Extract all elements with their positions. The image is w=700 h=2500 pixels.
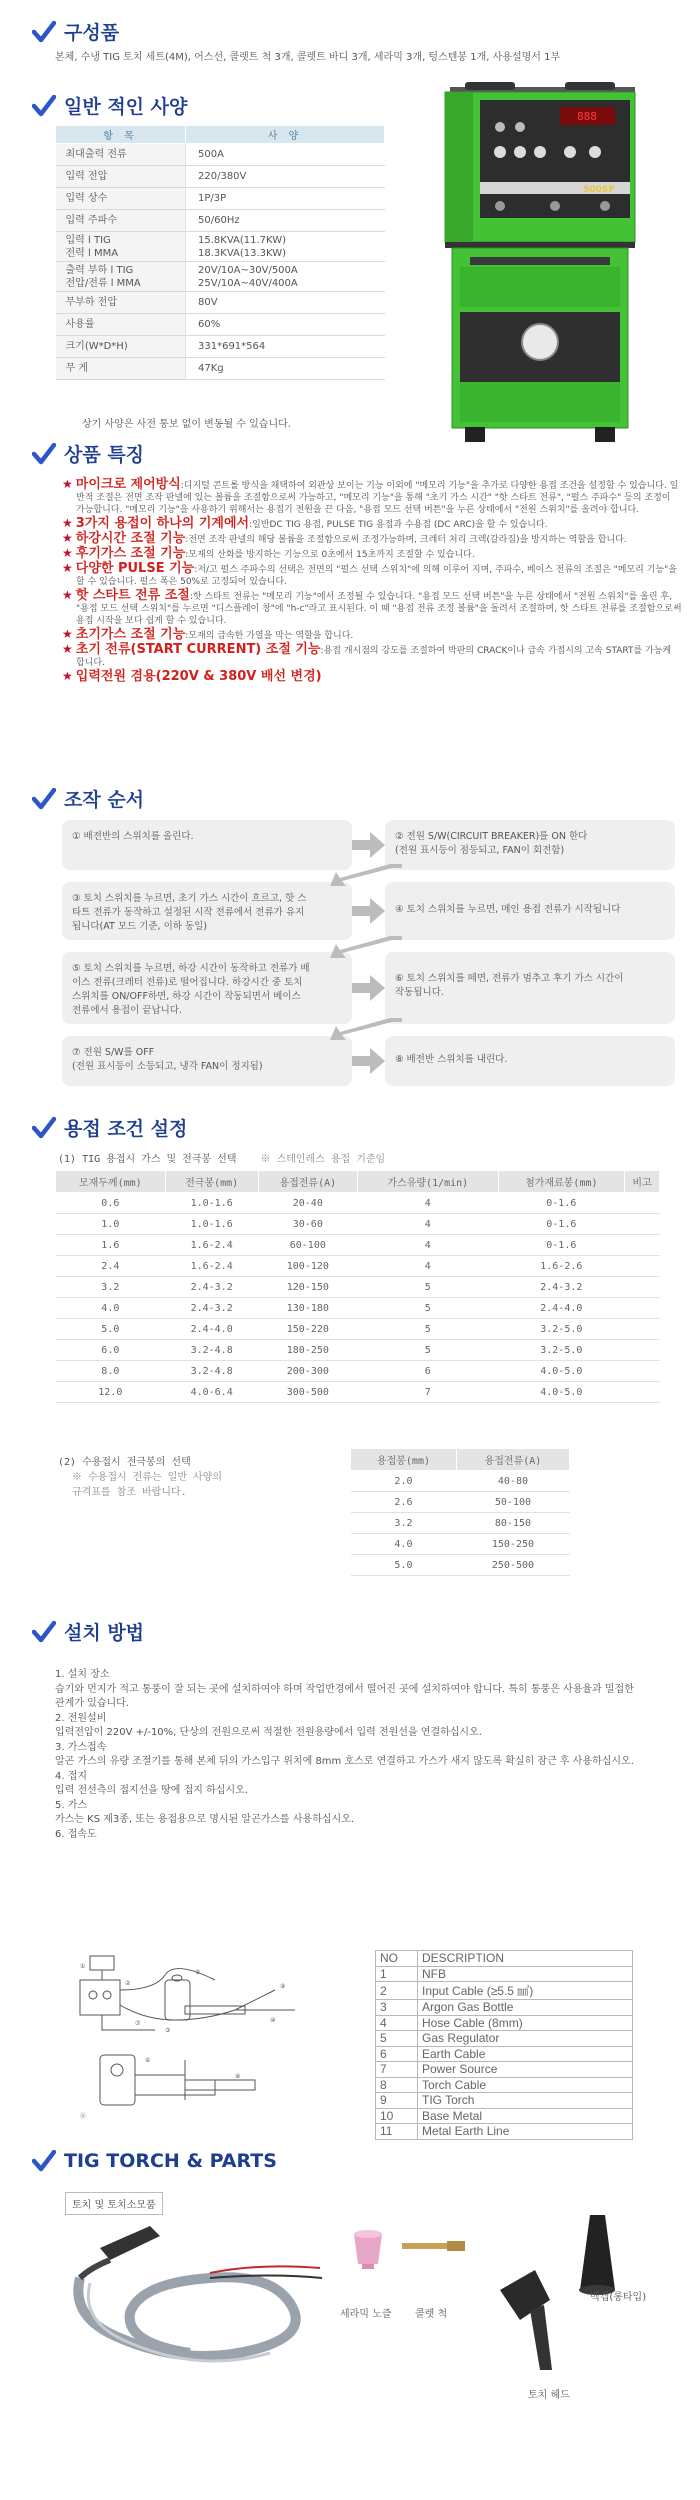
check-icon: [32, 95, 56, 117]
collet-image: [400, 2238, 470, 2254]
table-cell: 5: [357, 1277, 498, 1298]
table-cell: 2.4: [56, 1256, 166, 1277]
parts-row: [376, 1966, 633, 1982]
spec-row: [56, 292, 385, 314]
arrow-diagonal-icon: [330, 1016, 410, 1042]
spec-label: 크기(W*D*H): [56, 336, 186, 358]
weld-table2-note: ※ 수용접시 전류는 일반 사양의 규격표를 참조 바랍니다.: [72, 1472, 223, 1498]
back-cap-label: 백캡(롱타입): [590, 2292, 647, 2303]
parts-description: Metal Earth Line: [418, 2124, 633, 2140]
table-cell: 4.0: [351, 1534, 457, 1555]
weld-table1-caption: [58, 1150, 385, 1165]
table-cell: 2.4-4.0: [498, 1298, 624, 1319]
install-line: 4. 접지: [55, 1770, 88, 1782]
table-cell: 1.6-2.4: [165, 1256, 258, 1277]
svg-text:500SP: 500SP: [583, 185, 615, 195]
svg-text:③: ③: [165, 2027, 171, 2034]
parts-description: Gas Regulator: [418, 2031, 633, 2047]
table-cell: 80-150: [456, 1513, 569, 1534]
operation-title: 조작 순서: [64, 789, 145, 811]
table-cell: 150-250: [456, 1534, 569, 1555]
parts-no: 10: [376, 2108, 418, 2124]
svg-text:⑨: ⑨: [280, 1983, 286, 1990]
check-icon: [32, 1117, 56, 1139]
parts-no: 2: [376, 1982, 418, 2000]
table-cell: 5: [357, 1340, 498, 1361]
table-row: [351, 1555, 570, 1576]
parts-description: Argon Gas Bottle: [418, 2000, 633, 2016]
arrow-right-icon: [352, 1048, 386, 1074]
spec-value: 20V/10A~30V/500A 25V/10A~40V/400A: [186, 262, 385, 292]
parts-no: 6: [376, 2046, 418, 2062]
feature-title: 입력전원 겸용(220V & 380V 배선 변경): [75, 669, 322, 684]
parts-no: 1: [376, 1966, 418, 1982]
arrow-right-icon: [352, 832, 386, 858]
table-row: [56, 1235, 660, 1256]
welder-machine-image: [440, 82, 645, 447]
feature-title: 마이크로 제어방식: [75, 477, 181, 492]
svg-text:⑧: ⑧: [235, 2073, 241, 2080]
table-cell: 180-250: [258, 1340, 357, 1361]
spec-label: 입력 상수: [56, 188, 186, 210]
check-icon: [32, 2150, 56, 2172]
install-line: 2. 전원설비: [55, 1712, 107, 1724]
composition-title: 구성품: [64, 22, 120, 44]
table-cell: 3.2: [351, 1513, 457, 1534]
feature-item: [62, 670, 682, 684]
table-cell: 3.2-4.8: [165, 1361, 258, 1382]
spec-table: [55, 125, 385, 380]
weld-table1-header: 비고: [624, 1171, 659, 1193]
feature-title: 하강시간 조절 기능: [75, 531, 186, 546]
table-cell: [624, 1382, 659, 1403]
feature-item: [62, 628, 682, 642]
svg-text:⑦: ⑦: [135, 2020, 141, 2027]
spec-value: 50/60Hz: [186, 210, 385, 232]
step-3: ③ 토치 스위치를 누르면, 초기 가스 시간이 흐르고, 핫 스 타트 전류가 동작하고 설정된 시작 전류에서 전류가 유지 됩니다(AT 모드 기준, 이하 동일): [62, 882, 352, 940]
table-row: [56, 1256, 660, 1277]
table-cell: 3.2-5.0: [498, 1340, 624, 1361]
table-row: [351, 1534, 570, 1555]
spec-value: 47Kg: [186, 358, 385, 380]
feature-text: :디지털 콘트롤 방식을 채택하여 외관상 보이는 기능 이외에 "메모리 기능"을 추가로 다양한 용접 조건을 설정할 수 있습니다. 일반적 조절은 전면 조작 판넬에 있는 볼륨을 조절함으로써 가능하고, "메모리 기능"을 통해 "초기 가스 시간" "핫 스타트 전류", "펄스 주파수" 등의 조정이 가능합니다. "메모리 기능"을 사용하기 위해서는 용접기 전원을 끈 다음, "용접 모드 선택 버튼"을 누른 상태에서 "전원 스위치"를 올려야 합니다.: [76, 481, 679, 515]
parts-no: 5: [376, 2031, 418, 2047]
feature-item: [62, 478, 682, 516]
spec-row: [56, 336, 385, 358]
table-cell: 3.2-4.8: [165, 1340, 258, 1361]
check-icon: [32, 443, 56, 465]
arrow-right-icon: [352, 898, 386, 924]
star-icon: ★: [62, 669, 73, 683]
check-icon: [32, 788, 56, 810]
table-cell: 6: [357, 1361, 498, 1382]
feature-text: :핫 스타트 전류는 "메모리 기능"에서 조정될 수 있습니다. "용접 모드 선택 버튼"을 누른 상태에서 "전원 스위치"를 올린 후, "용접 모드 선택 스위치"를 누르면 "디스플레이 창"에 "h-c"라고 표시된다. 이 때 "용접 전류 조정 볼륨"을 돌려서 조절하며, 핫 스타트 전류를 조절함으로써 용접 시작을 보다 쉽게 할 수 있습니다.: [76, 592, 682, 626]
torch-head-label: 토치 헤드: [528, 2390, 570, 2401]
feature-title: 핫 스타트 전류 조절: [75, 588, 190, 603]
install-line: 6. 접속도: [55, 1828, 97, 1840]
spec-value: 220/380V: [186, 166, 385, 188]
spec-label: 최대출력 전류: [56, 144, 186, 166]
table-row: [56, 1382, 660, 1403]
svg-text:⑪: ⑪: [80, 2113, 87, 2120]
table-row: [56, 1277, 660, 1298]
table-cell: 4.0-5.0: [498, 1382, 624, 1403]
table-cell: 2.0: [351, 1471, 457, 1492]
step-5: ⑤ 토치 스위치를 누르면, 하강 시간이 동작하고 전류가 배 이스 전류(크레터 전류)로 떨어집니다. 하강시간 중 토치 스위치를 ON/OFF하면, 하강 시간이 작동되면서 베이스 전류에서 용접이 끝납니다.: [62, 952, 352, 1024]
table-cell: 12.0: [56, 1382, 166, 1403]
table-cell: 4: [357, 1256, 498, 1277]
spec-header-item: 항 목: [56, 126, 186, 144]
connection-diagram: [65, 1950, 325, 2130]
arrow-diagonal-icon: [330, 862, 410, 888]
install-line: 1. 설치 장소: [55, 1669, 110, 1680]
feature-item: [62, 532, 682, 546]
spec-row: [56, 166, 385, 188]
table-cell: 2.4-3.2: [165, 1277, 258, 1298]
table-cell: 2.4-4.0: [165, 1319, 258, 1340]
composition-heading: [32, 18, 119, 45]
table-cell: 100-120: [258, 1256, 357, 1277]
table-row: [56, 1298, 660, 1319]
parts-description: Power Source: [418, 2062, 633, 2078]
spec-label: 출력 부하 l TIG 전압/전류 l MMA: [56, 262, 186, 292]
step-6: ⑥ 토치 스위치를 떼면, 전류가 멈추고 후기 가스 시간이 작동됩니다.: [385, 952, 675, 1024]
spec-label: 무부하 전압: [56, 292, 186, 314]
parts-description: Torch Cable: [418, 2077, 633, 2093]
install-line: 습기와 먼지가 적고 통풍이 잘 되는 곳에 설치하여야 하며 작업반경에서 떨어진 곳에 설치하여야 합니다. 특히 통풍은 사용율과 밀접한: [55, 1683, 634, 1695]
spec-value: 15.8KVA(11.7KW) 18.3KVA(13.3KW): [186, 232, 385, 262]
spec-value: 80V: [186, 292, 385, 314]
weld-table2-header: 용접전류(A): [456, 1449, 569, 1471]
install-line: 입력 전선측의 접지선을 땅에 접지 하십시오.: [55, 1785, 248, 1796]
star-icon: ★: [62, 642, 73, 656]
table-cell: 3.2: [56, 1277, 166, 1298]
table-cell: 1.6-2.6: [498, 1256, 624, 1277]
ceramic-nozzle-image: [348, 2228, 388, 2273]
install-line: 입력전압이 220V +/-10%, 단상의 전원으로써 적절한 전원용량에서 입력 전원선을 연결하십시오.: [55, 1727, 482, 1738]
parts-row: [376, 2077, 633, 2093]
table-row: [56, 1340, 660, 1361]
table-cell: [624, 1277, 659, 1298]
table-cell: 2.4-3.2: [165, 1298, 258, 1319]
feature-text: :용접 개시점의 강도를 조절하여 박판의 CRACK이나 급속 가접시의 고속 START를 가능케 합니다.: [76, 646, 672, 668]
table-cell: 50-100: [456, 1492, 569, 1513]
table-cell: 200-300: [258, 1361, 357, 1382]
install-line: 3. 가스접속: [55, 1741, 107, 1753]
step-2: ② 전원 S/W(CIRCUIT BREAKER)를 ON 한다 (전원 표시등이 점등되고, FAN이 회전함): [385, 820, 675, 870]
feature-text: :저/고 펄스 주파수의 선택은 전면의 "펄스 선택 스위치"에 의해 이루어 지며, 주파수, 베이스 전류의 조절은 "메모리 기능"을 할 수 있습니다. 펄스 폭은 50%로 고정되어 있습니다.: [76, 565, 677, 587]
install-text: [55, 1668, 675, 1842]
spec-title: 일반 적인 사양: [64, 96, 188, 118]
weld-table1-note: ※ 스테인레스 용접 기준임: [260, 1154, 386, 1165]
weld-table1-header: 모재두께(mm): [56, 1171, 166, 1193]
parts-no: 11: [376, 2124, 418, 2140]
parts-description: NFB: [418, 1966, 633, 1982]
install-heading: [32, 1618, 144, 1645]
table-cell: 250-500: [456, 1555, 569, 1576]
table-cell: 5: [357, 1319, 498, 1340]
table-cell: 4: [357, 1214, 498, 1235]
check-icon: [32, 21, 56, 43]
table-cell: [624, 1235, 659, 1256]
weld-table1-header: 가스유량(1/min): [357, 1171, 498, 1193]
table-cell: 130-180: [258, 1298, 357, 1319]
operation-heading: [32, 785, 144, 812]
feature-title: 초기가스 조절 기능: [75, 627, 186, 642]
table-cell: 20-40: [258, 1193, 357, 1214]
svg-text:①: ①: [80, 1963, 86, 1970]
spec-row: [56, 262, 385, 292]
table-cell: 8.0: [56, 1361, 166, 1382]
table-cell: 3.2-5.0: [498, 1319, 624, 1340]
table-cell: 40-80: [456, 1471, 569, 1492]
svg-text:⑥: ⑥: [145, 2057, 151, 2064]
parts-row: [376, 2000, 633, 2016]
parts-row: [376, 2062, 633, 2078]
parts-no: 3: [376, 2000, 418, 2016]
parts-no: 4: [376, 2015, 418, 2031]
table-cell: 1.6: [56, 1235, 166, 1256]
table-cell: 120-150: [258, 1277, 357, 1298]
parts-row: [376, 2015, 633, 2031]
features-heading: [32, 440, 144, 467]
table-cell: 4.0: [56, 1298, 166, 1319]
spec-row: [56, 210, 385, 232]
parts-row: [376, 1982, 633, 2000]
table-cell: 7: [357, 1382, 498, 1403]
collet-label: 콜렛 척: [415, 2309, 448, 2320]
star-icon: ★: [62, 546, 73, 560]
weld-table1-caption-text: (1) TIG 용접시 가스 및 전극봉 선택: [58, 1154, 237, 1165]
spec-label: 입력 l TIG 전력 l MMA: [56, 232, 186, 262]
table-cell: 1.0-1.6: [165, 1193, 258, 1214]
weld-table2-caption: (2) 수용접시 전극봉의 선택: [58, 1457, 191, 1468]
table-row: [56, 1361, 660, 1382]
table-cell: 5.0: [351, 1555, 457, 1576]
weld-table1-header: 전극봉(mm): [165, 1171, 258, 1193]
torch-cable-image: [60, 2218, 330, 2388]
parts-description: Earth Cable: [418, 2046, 633, 2062]
parts-no: 8: [376, 2077, 418, 2093]
parts-row: [376, 2124, 633, 2140]
table-row: [56, 1193, 660, 1214]
spec-value: 60%: [186, 314, 385, 336]
spec-label: 입력 전압: [56, 166, 186, 188]
table-cell: 1.0-1.6: [165, 1214, 258, 1235]
table-cell: 4: [357, 1235, 498, 1256]
parts-description: Input Cable (≥5.5 ㎟): [418, 1982, 633, 2000]
feature-text: :모재의 산화를 방지하는 기능으로 0초에서 15초까지 조절할 수 있습니다.: [185, 550, 475, 560]
table-cell: [624, 1256, 659, 1277]
spec-value: 1P/3P: [186, 188, 385, 210]
parts-row: [376, 2046, 633, 2062]
check-icon: [32, 1621, 56, 1643]
feature-item: [62, 643, 682, 669]
table-cell: 30-60: [258, 1214, 357, 1235]
table-cell: 4.0-5.0: [498, 1361, 624, 1382]
parts-row: [376, 2108, 633, 2124]
parts-description: Hose Cable (8mm): [418, 2015, 633, 2031]
weld-table1-header: 첨가재료봉(mm): [498, 1171, 624, 1193]
table-cell: 4: [357, 1193, 498, 1214]
spec-label: 무 게: [56, 358, 186, 380]
table-row: [351, 1471, 570, 1492]
spec-label: 사용률: [56, 314, 186, 336]
feature-item: [62, 562, 682, 588]
spec-heading: [32, 92, 187, 119]
composition-text: 본체, 수냉 TIG 토치 세트(4M), 어스선, 콜렛트 척 3개, 콜렛트 바디 3개, 세라믹 3개, 텅스텐봉 1개, 사용설명서 1부: [55, 52, 561, 63]
spec-row: [56, 144, 385, 166]
table-cell: 5.0: [56, 1319, 166, 1340]
install-line: 5. 가스: [55, 1799, 88, 1811]
parts-table: [375, 1950, 633, 2140]
parts-row: [376, 2093, 633, 2109]
ceramic-nozzle-label: 세라믹 노즐: [340, 2309, 392, 2320]
install-line: 알곤 가스의 유량 조절기를 통해 본체 뒤의 가스입구 위치에 8mm 호스로 연결하고 가스가 새지 않도록 확실히 잠근 후 사용하십시오.: [55, 1756, 634, 1767]
table-cell: [624, 1340, 659, 1361]
feature-title: 다양한 PULSE 기능: [75, 561, 195, 576]
parts-no: 9: [376, 2093, 418, 2109]
table-cell: 1.6-2.4: [165, 1235, 258, 1256]
spec-row: [56, 232, 385, 262]
table-cell: [624, 1319, 659, 1340]
parts-header-no: NO: [376, 1951, 418, 1967]
feature-item: [62, 517, 682, 531]
spec-row: [56, 188, 385, 210]
star-icon: ★: [62, 561, 73, 575]
spec-value: 331*691*564: [186, 336, 385, 358]
feature-title: 3가지 용접이 하나의 기계에서: [75, 516, 250, 531]
feature-title: 초기 전류(START CURRENT) 조절 기능: [75, 642, 321, 657]
table-cell: 5: [357, 1298, 498, 1319]
install-title: 설치 방법: [64, 1622, 145, 1644]
table-cell: 2.6: [351, 1492, 457, 1513]
feature-text: :모재의 급속한 가열을 막는 역할을 합니다.: [185, 631, 354, 641]
spec-value: 500A: [186, 144, 385, 166]
star-icon: ★: [62, 516, 73, 530]
table-row: [351, 1513, 570, 1534]
table-cell: 0.6: [56, 1193, 166, 1214]
table-cell: 6.0: [56, 1340, 166, 1361]
welding-heading: [32, 1114, 187, 1141]
table-cell: [624, 1361, 659, 1382]
arrow-right-icon: [352, 975, 386, 1001]
table-cell: 0-1.6: [498, 1193, 624, 1214]
table-cell: [624, 1214, 659, 1235]
features-title: 상품 특징: [64, 444, 145, 466]
star-icon: ★: [62, 588, 73, 602]
weld-table1: [55, 1170, 660, 1403]
step-4: ④ 토치 스위치를 누르면, 메인 용접 전류가 시작됩니다: [385, 882, 675, 940]
spec-note: 상기 사양은 사전 통보 없이 변동될 수 있습니다.: [82, 419, 291, 430]
step-1: ① 배전반의 스위치를 올린다.: [62, 820, 352, 870]
table-cell: [624, 1298, 659, 1319]
features-list: [62, 478, 682, 685]
feature-item: [62, 547, 682, 561]
table-row: [56, 1214, 660, 1235]
table-cell: 300-500: [258, 1382, 357, 1403]
weld-table2: [350, 1448, 570, 1576]
feature-text: :일반DC TIG 용접, PULSE TIG 용접과 수용접 (DC ARC)을 할 수 있습니다.: [249, 520, 548, 530]
star-icon: ★: [62, 531, 73, 545]
step-7: ⑦ 전원 S/W를 OFF (전원 표시등이 소등되고, 냉각 FAN이 정지됨): [62, 1036, 352, 1086]
feature-text: :전면 조작 판넬의 해당 볼륨을 조절함으로써 조정가능하며, 크레터 처리 크렉(갈라짐)을 방지하는 역할을 합니다.: [185, 535, 627, 545]
star-icon: ★: [62, 627, 73, 641]
weld-table2-header: 용접봉(mm): [351, 1449, 457, 1471]
table-cell: 0-1.6: [498, 1214, 624, 1235]
feature-title: 후기가스 조절 기능: [75, 546, 186, 561]
torch-tab[interactable]: 토치 및 토치소모품: [65, 2192, 163, 2215]
weld-table1-header: 용접전류(A): [258, 1171, 357, 1193]
feature-item: [62, 589, 682, 627]
torch-title: TIG TORCH & PARTS: [64, 2150, 277, 2172]
spec-header-value: 사 양: [186, 126, 385, 144]
table-cell: 1.0: [56, 1214, 166, 1235]
torch-heading: [32, 2150, 277, 2172]
table-cell: 60-100: [258, 1235, 357, 1256]
star-icon: ★: [62, 477, 73, 491]
spec-row: [56, 358, 385, 380]
spec-label: 입력 주파수: [56, 210, 186, 232]
parts-description: Base Metal: [418, 2108, 633, 2124]
svg-text:②: ②: [125, 1980, 131, 1987]
parts-no: 7: [376, 2062, 418, 2078]
svg-text:⑤: ⑤: [195, 1969, 201, 1976]
svg-text:⑩: ⑩: [270, 2017, 276, 2024]
step-8: ⑧ 배전반 스위치를 내린다.: [385, 1036, 675, 1086]
table-cell: 0-1.6: [498, 1235, 624, 1256]
svg-text:888: 888: [577, 110, 597, 123]
parts-description: TIG Torch: [418, 2093, 633, 2109]
install-line: 관계가 있습니다.: [55, 1698, 129, 1709]
table-row: [351, 1492, 570, 1513]
table-cell: 2.4-3.2: [498, 1277, 624, 1298]
arrow-diagonal-icon: [330, 934, 410, 960]
parts-header-desc: DESCRIPTION: [418, 1951, 633, 1967]
spec-row: [56, 314, 385, 336]
table-cell: [624, 1193, 659, 1214]
welding-title: 용접 조건 설정: [64, 1118, 188, 1140]
parts-row: [376, 2031, 633, 2047]
table-cell: 150-220: [258, 1319, 357, 1340]
table-cell: 4.0-6.4: [165, 1382, 258, 1403]
install-line: 가스는 KS 제3종, 또는 용접용으로 명시된 알곤가스를 사용하십시오.: [55, 1814, 355, 1825]
table-row: [56, 1319, 660, 1340]
